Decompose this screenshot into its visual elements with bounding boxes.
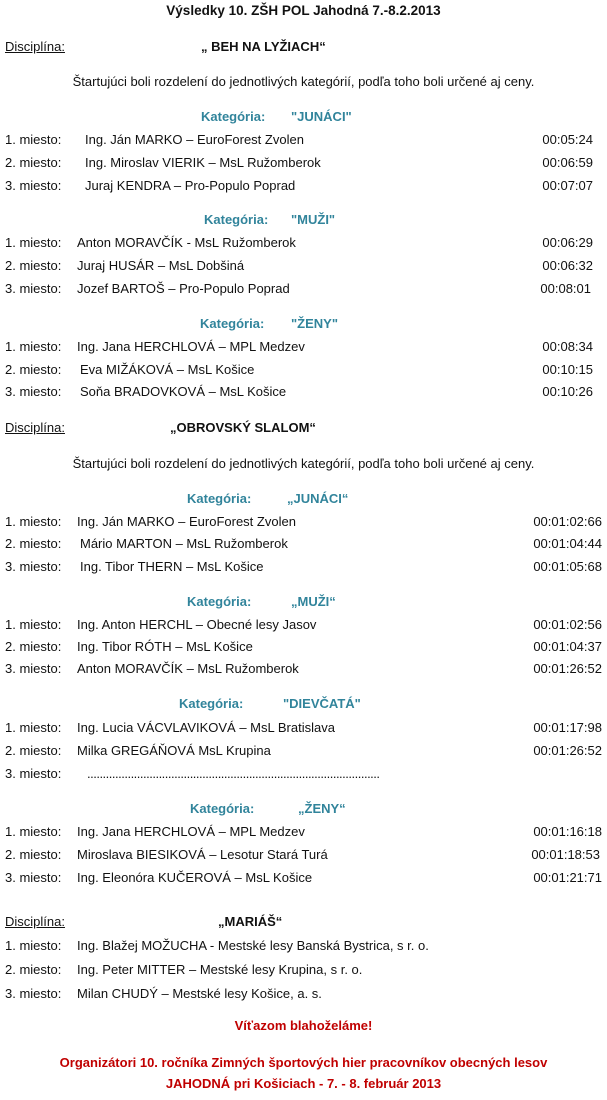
result-competitor: Juraj HUSÁR – MsL Dobšiná (77, 258, 245, 273)
result-place: 3. miesto: (5, 986, 62, 1001)
result-row (5, 744, 605, 760)
category-name: "DIEVČATÁ" (283, 696, 361, 711)
result-competitor-blank: .............................................................................................. (87, 766, 380, 781)
category-label: Kategória: (187, 594, 252, 609)
result-time: 00:01:17:98 (533, 720, 602, 735)
result-row (5, 987, 605, 1003)
category-heading-dievcata (0, 697, 607, 713)
result-competitor: Ing. Ján MARKO – EuroForest Zvolen (77, 514, 296, 529)
result-place: 3. miesto: (5, 661, 62, 676)
result-place: 3. miesto: (5, 766, 62, 781)
category-name: „ŽENY“ (298, 801, 346, 816)
result-place: 3. miesto: (5, 870, 62, 885)
result-row (5, 640, 605, 656)
result-place: 1. miesto: (5, 938, 62, 953)
footer-line-organizers: Organizátori 10. ročníka Zimných športových hier pracovníkov obecných lesov (59, 1055, 548, 1070)
result-place: 2. miesto: (5, 362, 62, 377)
result-row (5, 515, 605, 531)
category-heading-junaci (0, 492, 607, 508)
result-time: 00:01:02:56 (533, 617, 602, 632)
result-place: 3. miesto: (5, 384, 62, 399)
discipline-name: „OBROVSKÝ SLALOM“ (170, 420, 316, 435)
category-label: Kategória: (187, 491, 252, 506)
document-title: Výsledky 10. ZŠH POL Jahodná 7.-8.2.2013 (166, 3, 441, 18)
category-heading-zeny (0, 802, 607, 818)
discipline-label: Disciplína: (5, 420, 65, 435)
result-competitor: Jozef BARTOŠ – Pro-Populo Poprad (77, 281, 290, 296)
discipline-label: Disciplína: (5, 914, 65, 929)
result-place: 1. miesto: (5, 720, 62, 735)
result-place: 3. miesto: (5, 281, 62, 296)
discipline-label: Disciplína: (5, 39, 65, 54)
result-competitor: Ing. Tibor THERN – MsL Košice (80, 559, 264, 574)
result-competitor: Ing. Jana HERCHLOVÁ – MPL Medzev (77, 339, 305, 354)
category-heading-zeny (0, 317, 607, 333)
result-time: 00:01:05:68 (533, 559, 602, 574)
discipline-heading-marias (5, 915, 605, 931)
result-time: 00:06:59 (542, 155, 593, 170)
result-time: 00:07:07 (542, 178, 593, 193)
result-row (5, 156, 605, 172)
result-row (5, 871, 605, 887)
result-competitor: Anton MORAVČÍK – MsL Ružomberok (77, 661, 299, 676)
category-label: Kategória: (204, 212, 269, 227)
result-place: 1. miesto: (5, 235, 62, 250)
category-label: Kategória: (190, 801, 255, 816)
result-place: 2. miesto: (5, 155, 62, 170)
result-competitor: Ing. Miroslav VIERIK – MsL Ružomberok (85, 155, 321, 170)
result-place: 1. miesto: (5, 824, 62, 839)
category-heading-junaci (0, 110, 607, 126)
category-name: "ŽENY" (291, 316, 338, 331)
result-place: 2. miesto: (5, 639, 62, 654)
result-competitor: Eva MIŽÁKOVÁ – MsL Košice (80, 362, 255, 377)
result-row (5, 537, 605, 553)
result-competitor: Ing. Blažej MOŽUCHA - Mestské lesy Banská Bystrica, s r. o. (77, 938, 429, 953)
result-time: 00:01:16:18 (533, 824, 602, 839)
category-heading-muzi (0, 213, 607, 229)
discipline-intro: Štartujúci boli rozdelení do jednotlivých kategórií, podľa toho boli určené aj ceny. (72, 456, 535, 471)
result-time: 00:05:24 (542, 132, 593, 147)
category-label: Kategória: (179, 696, 244, 711)
result-time: 00:01:18:53 (531, 847, 600, 862)
result-time: 00:10:26 (542, 384, 593, 399)
result-time: 00:01:04:44 (533, 536, 602, 551)
result-row (5, 133, 605, 149)
result-row (5, 282, 605, 298)
result-competitor: Mário MARTON – MsL Ružomberok (80, 536, 288, 551)
result-row (5, 259, 605, 275)
result-competitor: Miroslava BIESIKOVÁ – Lesotur Stará Turá (77, 847, 328, 862)
result-place: 2. miesto: (5, 962, 62, 977)
result-time: 00:08:34 (542, 339, 593, 354)
category-name: „JUNÁCI“ (287, 491, 349, 506)
discipline-name: „MARIÁŠ“ (218, 914, 283, 929)
result-competitor: Milan CHUDÝ – Mestské lesy Košice, a. s. (77, 986, 322, 1001)
result-competitor: Ing. Lucia VÁCVLAVIKOVÁ – MsL Bratislava (77, 720, 335, 735)
result-row (5, 939, 605, 955)
result-competitor: Milka GREGÁŇOVÁ MsL Krupina (77, 743, 271, 758)
result-competitor: Ing. Eleonóra KUČEROVÁ – MsL Košice (77, 870, 313, 885)
result-row (5, 363, 605, 379)
result-time: 00:06:32 (542, 258, 593, 273)
result-place: 2. miesto: (5, 536, 62, 551)
result-competitor: Ing. Ján MARKO – EuroForest Zvolen (85, 132, 304, 147)
result-competitor: Soňa BRADOVKOVÁ – MsL Košice (80, 384, 287, 399)
result-place: 1. miesto: (5, 514, 62, 529)
result-competitor: Anton MORAVČÍK - MsL Ružomberok (77, 235, 296, 250)
result-row (5, 662, 605, 678)
category-name: "JUNÁCI" (291, 109, 352, 124)
discipline-name: „ BEH NA LYŽIACH“ (201, 39, 326, 54)
result-row (5, 179, 605, 195)
result-row (5, 825, 605, 841)
category-heading-muzi (0, 595, 607, 611)
result-time: 00:01:02:66 (533, 514, 602, 529)
discipline-heading-ski-run (5, 40, 605, 56)
result-row (5, 721, 605, 737)
result-time: 00:10:15 (542, 362, 593, 377)
result-place: 2. miesto: (5, 847, 62, 862)
result-row (5, 848, 605, 864)
result-place: 2. miesto: (5, 743, 62, 758)
result-time: 00:06:29 (542, 235, 593, 250)
result-row (5, 963, 605, 979)
result-place: 1. miesto: (5, 617, 62, 632)
result-competitor: Ing. Tibor RÓTH – MsL Košice (77, 639, 253, 654)
category-label: Kategória: (201, 109, 266, 124)
result-row (5, 340, 605, 356)
result-competitor: Ing. Anton HERCHL – Obecné lesy Jasov (77, 617, 317, 632)
result-place: 2. miesto: (5, 258, 62, 273)
result-time: 00:01:04:37 (533, 639, 602, 654)
result-row (5, 385, 605, 401)
result-competitor: Ing. Jana HERCHLOVÁ – MPL Medzev (77, 824, 305, 839)
category-label: Kategória: (200, 316, 265, 331)
result-place: 1. miesto: (5, 339, 62, 354)
result-row (5, 767, 605, 783)
result-time: 00:08:01 (540, 281, 591, 296)
result-place: 1. miesto: (5, 132, 62, 147)
footer-line-venue-date: JAHODNÁ pri Košiciach - 7. - 8. február 2013 (165, 1076, 442, 1091)
result-row (5, 560, 605, 576)
result-place: 3. miesto: (5, 559, 62, 574)
category-name: „MUŽI“ (291, 594, 336, 609)
result-row (5, 236, 605, 252)
result-competitor: Juraj KENDRA – Pro-Populo Poprad (85, 178, 296, 193)
discipline-heading-giant-slalom (5, 421, 605, 437)
category-name: "MUŽI" (291, 212, 336, 227)
result-time: 00:01:26:52 (533, 743, 602, 758)
result-competitor: Ing. Peter MITTER – Mestské lesy Krupina, s r. o. (77, 962, 363, 977)
result-time: 00:01:26:52 (533, 661, 602, 676)
result-time: 00:01:21:71 (533, 870, 602, 885)
congratulations-text: Víťazom blahoželáme! (234, 1018, 373, 1033)
result-place: 3. miesto: (5, 178, 62, 193)
discipline-intro: Štartujúci boli rozdelení do jednotlivých kategórií, podľa toho boli určené aj ceny. (72, 74, 535, 89)
result-row (5, 618, 605, 634)
